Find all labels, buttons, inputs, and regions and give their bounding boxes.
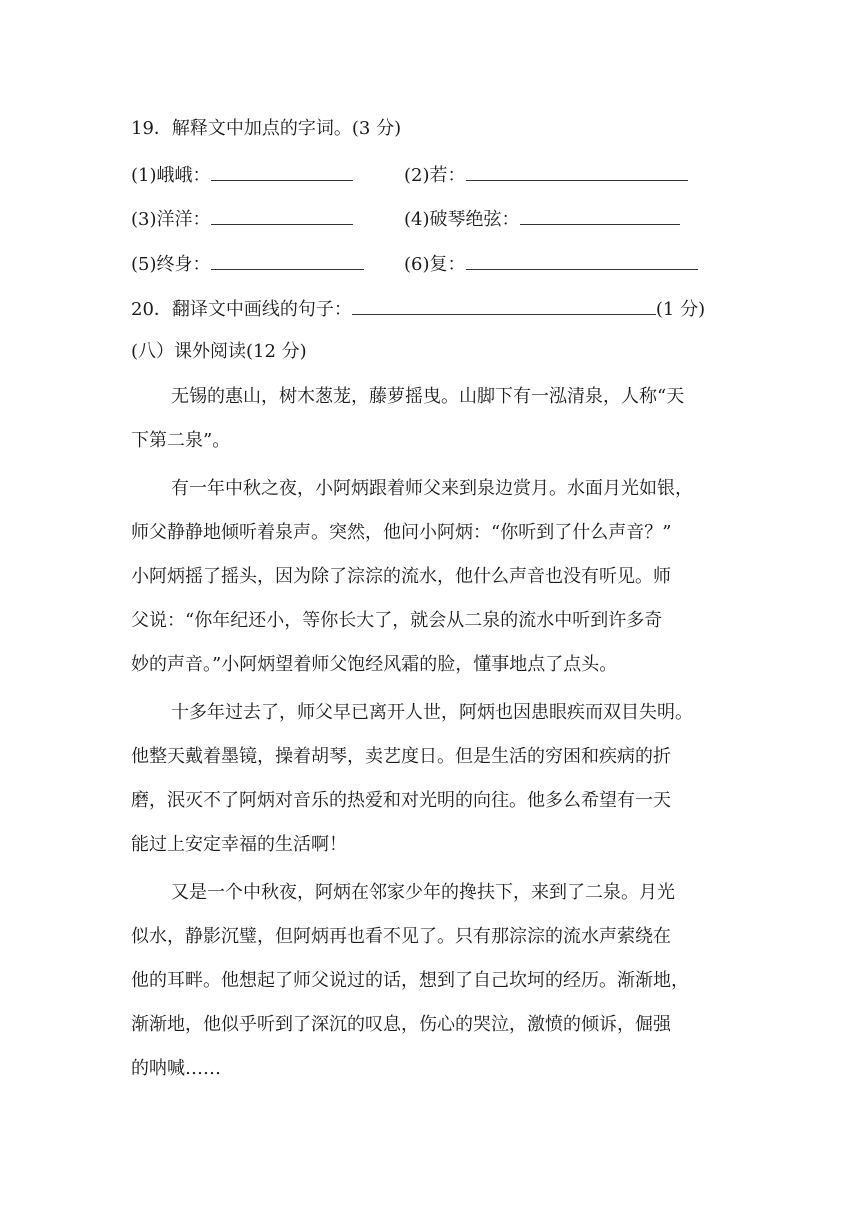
q19-item-6-blank [466,251,698,270]
question-20 [131,296,705,322]
q19-item-1-blank [211,162,353,181]
p3-line-4: 能过上安定幸福的生活啊！ [131,834,347,855]
q19-item-5-label: (5)终身： [131,254,211,275]
question-19-title: 19．解释文中加点的字词。(3 分) [131,118,402,139]
p4-line-2: 似水，静影沉璧，但阿炳再也看不见了。只有那淙淙的流水声萦绕在 [131,926,671,947]
p3-line-2: 他整天戴着墨镜，操着胡琴，卖艺度日。但是生活的穷困和疾病的折 [131,746,671,767]
q19-item-6 [404,251,698,277]
p4-line-4: 渐渐地，他似乎听到了深沉的叹息，伤心的哭泣，激愤的倾诉，倔强 [131,1014,671,1035]
p4-line-3: 他的耳畔。他想起了师父说过的话，想到了自己坎坷的经历。渐渐地， [131,970,689,991]
q19-item-5 [131,251,364,277]
q19-item-3-blank [211,206,353,225]
p1-line-2: 下第二泉”。 [131,430,231,451]
q19-item-1 [131,162,353,188]
q19-item-5-blank [211,251,364,270]
p2-line-3: 小阿炳摇了摇头，因为除了淙淙的流水，他什么声音也没有听见。师 [131,566,671,587]
q19-item-2-blank [466,162,688,181]
q19-item-6-label: (6)复： [404,254,466,275]
q19-item-3-label: (3)洋洋： [131,209,211,230]
p3-line-3: 磨，泯灭不了阿炳对音乐的热爱和对光明的向往。他多么希望有一天 [131,790,671,811]
q19-item-3 [131,206,353,232]
q19-item-2-label: (2)若： [404,165,466,186]
section-heading: (八）课外阅读(12 分) [131,341,307,362]
question-20-score: (1 分) [655,299,706,320]
question-20-blank [352,296,656,315]
q19-item-1-label: (1)峨峨： [131,165,211,186]
q19-item-2 [404,162,688,188]
p2-line-5: 妙的声音。”小阿炳望着师父饱经风霜的脸，懂事地点了点头。 [131,654,618,675]
p2-line-4: 父说：“你年纪还小，等你长大了，就会从二泉的流水中听到许多奇 [131,610,663,631]
p4-line-5: 的呐喊…… [131,1058,221,1079]
p1-line-1: 无锡的惠山，树木葱茏，藤萝摇曳。山脚下有一泓清泉，人称“天 [171,386,685,407]
p3-line-1: 十多年过去了，师父早已离开人世，阿炳也因患眼疾而双目失明。 [171,702,693,723]
p4-line-1: 又是一个中秋夜，阿炳在邻家少年的搀扶下，来到了二泉。月光 [171,882,675,903]
q19-item-4 [404,206,680,232]
q19-item-4-blank [520,206,680,225]
p2-line-1: 有一年中秋之夜，小阿炳跟着师父来到泉边赏月。水面月光如银， [171,478,693,499]
question-20-label: 20．翻译文中画线的句子： [131,299,352,320]
p2-line-2: 师父静静地倾听着泉声。突然，他问小阿炳：“你听到了什么声音？” [131,522,672,543]
q19-item-4-label: (4)破琴绝弦： [404,209,520,230]
